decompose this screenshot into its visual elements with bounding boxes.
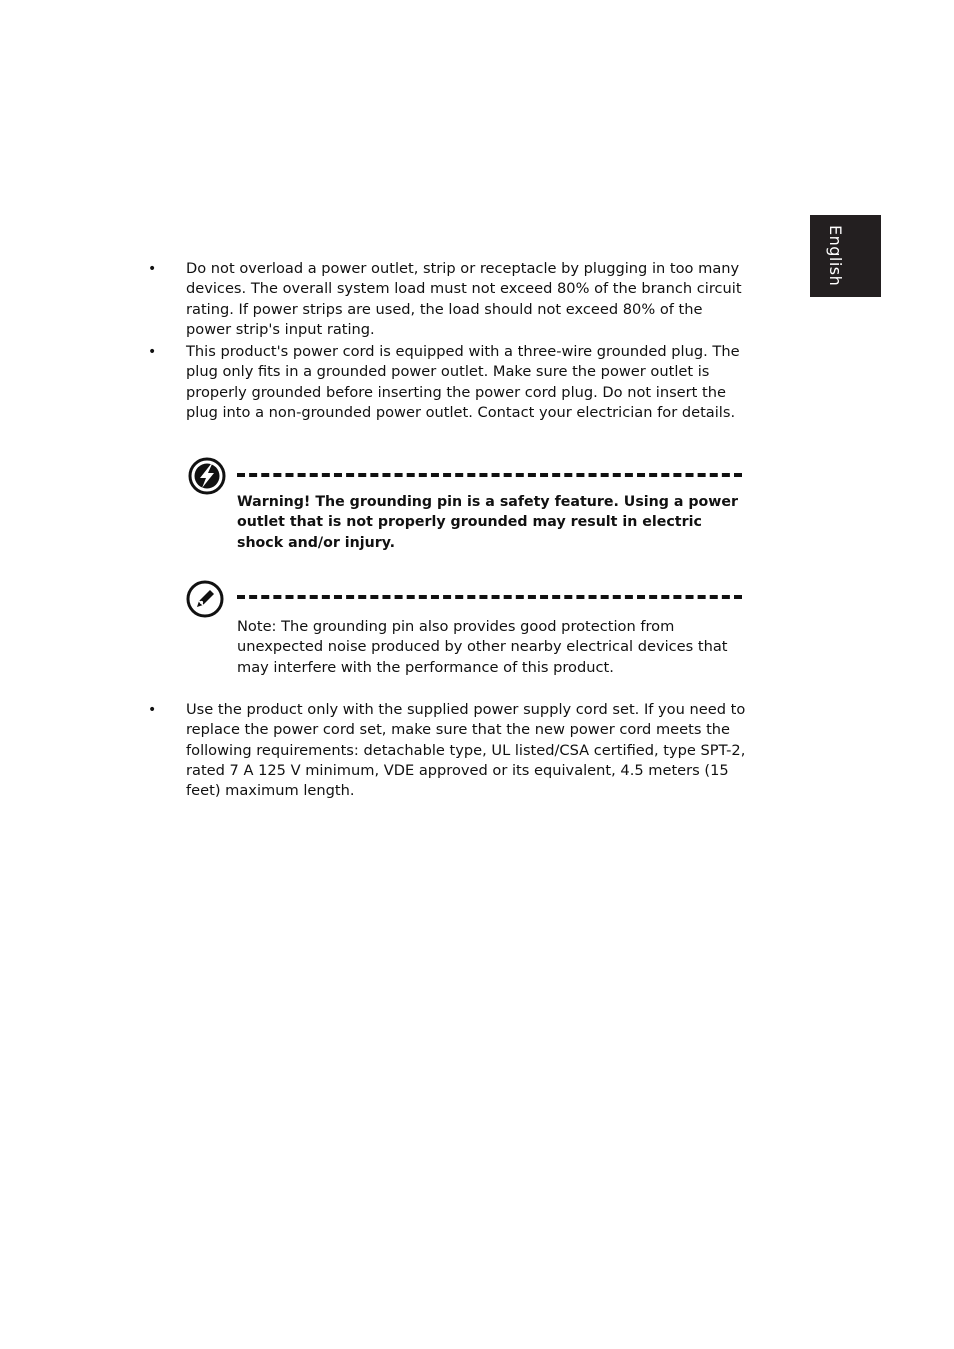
bullet-paragraph-power-cord-set: Use the product only with the supplied power supply cord set. If you need to replace the power cord set, make sure that the new power cord meets the following requirements: detachable type, UL listed/CSA certified, type SPT-2, rated 7 A 125 V minimum, VDE approved or its equivalent, 4.5 meters (15 feet) maximum length.	[186, 701, 746, 800]
bullet-marker: •	[148, 261, 157, 277]
warning-text: Warning! The grounding pin is a safety feature. Using a power outlet that is not properly grounded may result in electric shock and/or injury.	[237, 494, 738, 551]
note-label: Note:	[237, 618, 277, 635]
bullet-paragraph-grounded-plug: This product's power cord is equipped with a three-wire grounded plug. The plug only fits in a grounded power outlet. Make sure the power outlet is properly grounded before inserting the power cord plug. Do not insert the plug into a non-grounded power outlet. Contact your electrician for details.	[186, 343, 740, 421]
pen-note-icon	[185, 579, 225, 619]
lightning-warning-icon	[187, 456, 227, 496]
language-side-tab	[810, 215, 881, 297]
language-tab-label: English	[826, 225, 845, 287]
note-divider	[237, 595, 742, 599]
bullet-marker: •	[148, 344, 157, 360]
bullet-paragraph-power-outlet: Do not overload a power outlet, strip or receptacle by plugging in too many devices. The overall system load must not exceed 80% of the branch circuit rating. If power strips are used, the load should not exceed 80% of the power strip's input rating.	[186, 260, 742, 338]
note-body: The grounding pin also provides good protection from unexpected noise produced by other nearby electrical devices that may interfere with the performance of this product.	[237, 618, 728, 676]
warning-divider	[237, 473, 742, 477]
bullet-marker: •	[148, 702, 157, 718]
note-text	[237, 617, 742, 678]
